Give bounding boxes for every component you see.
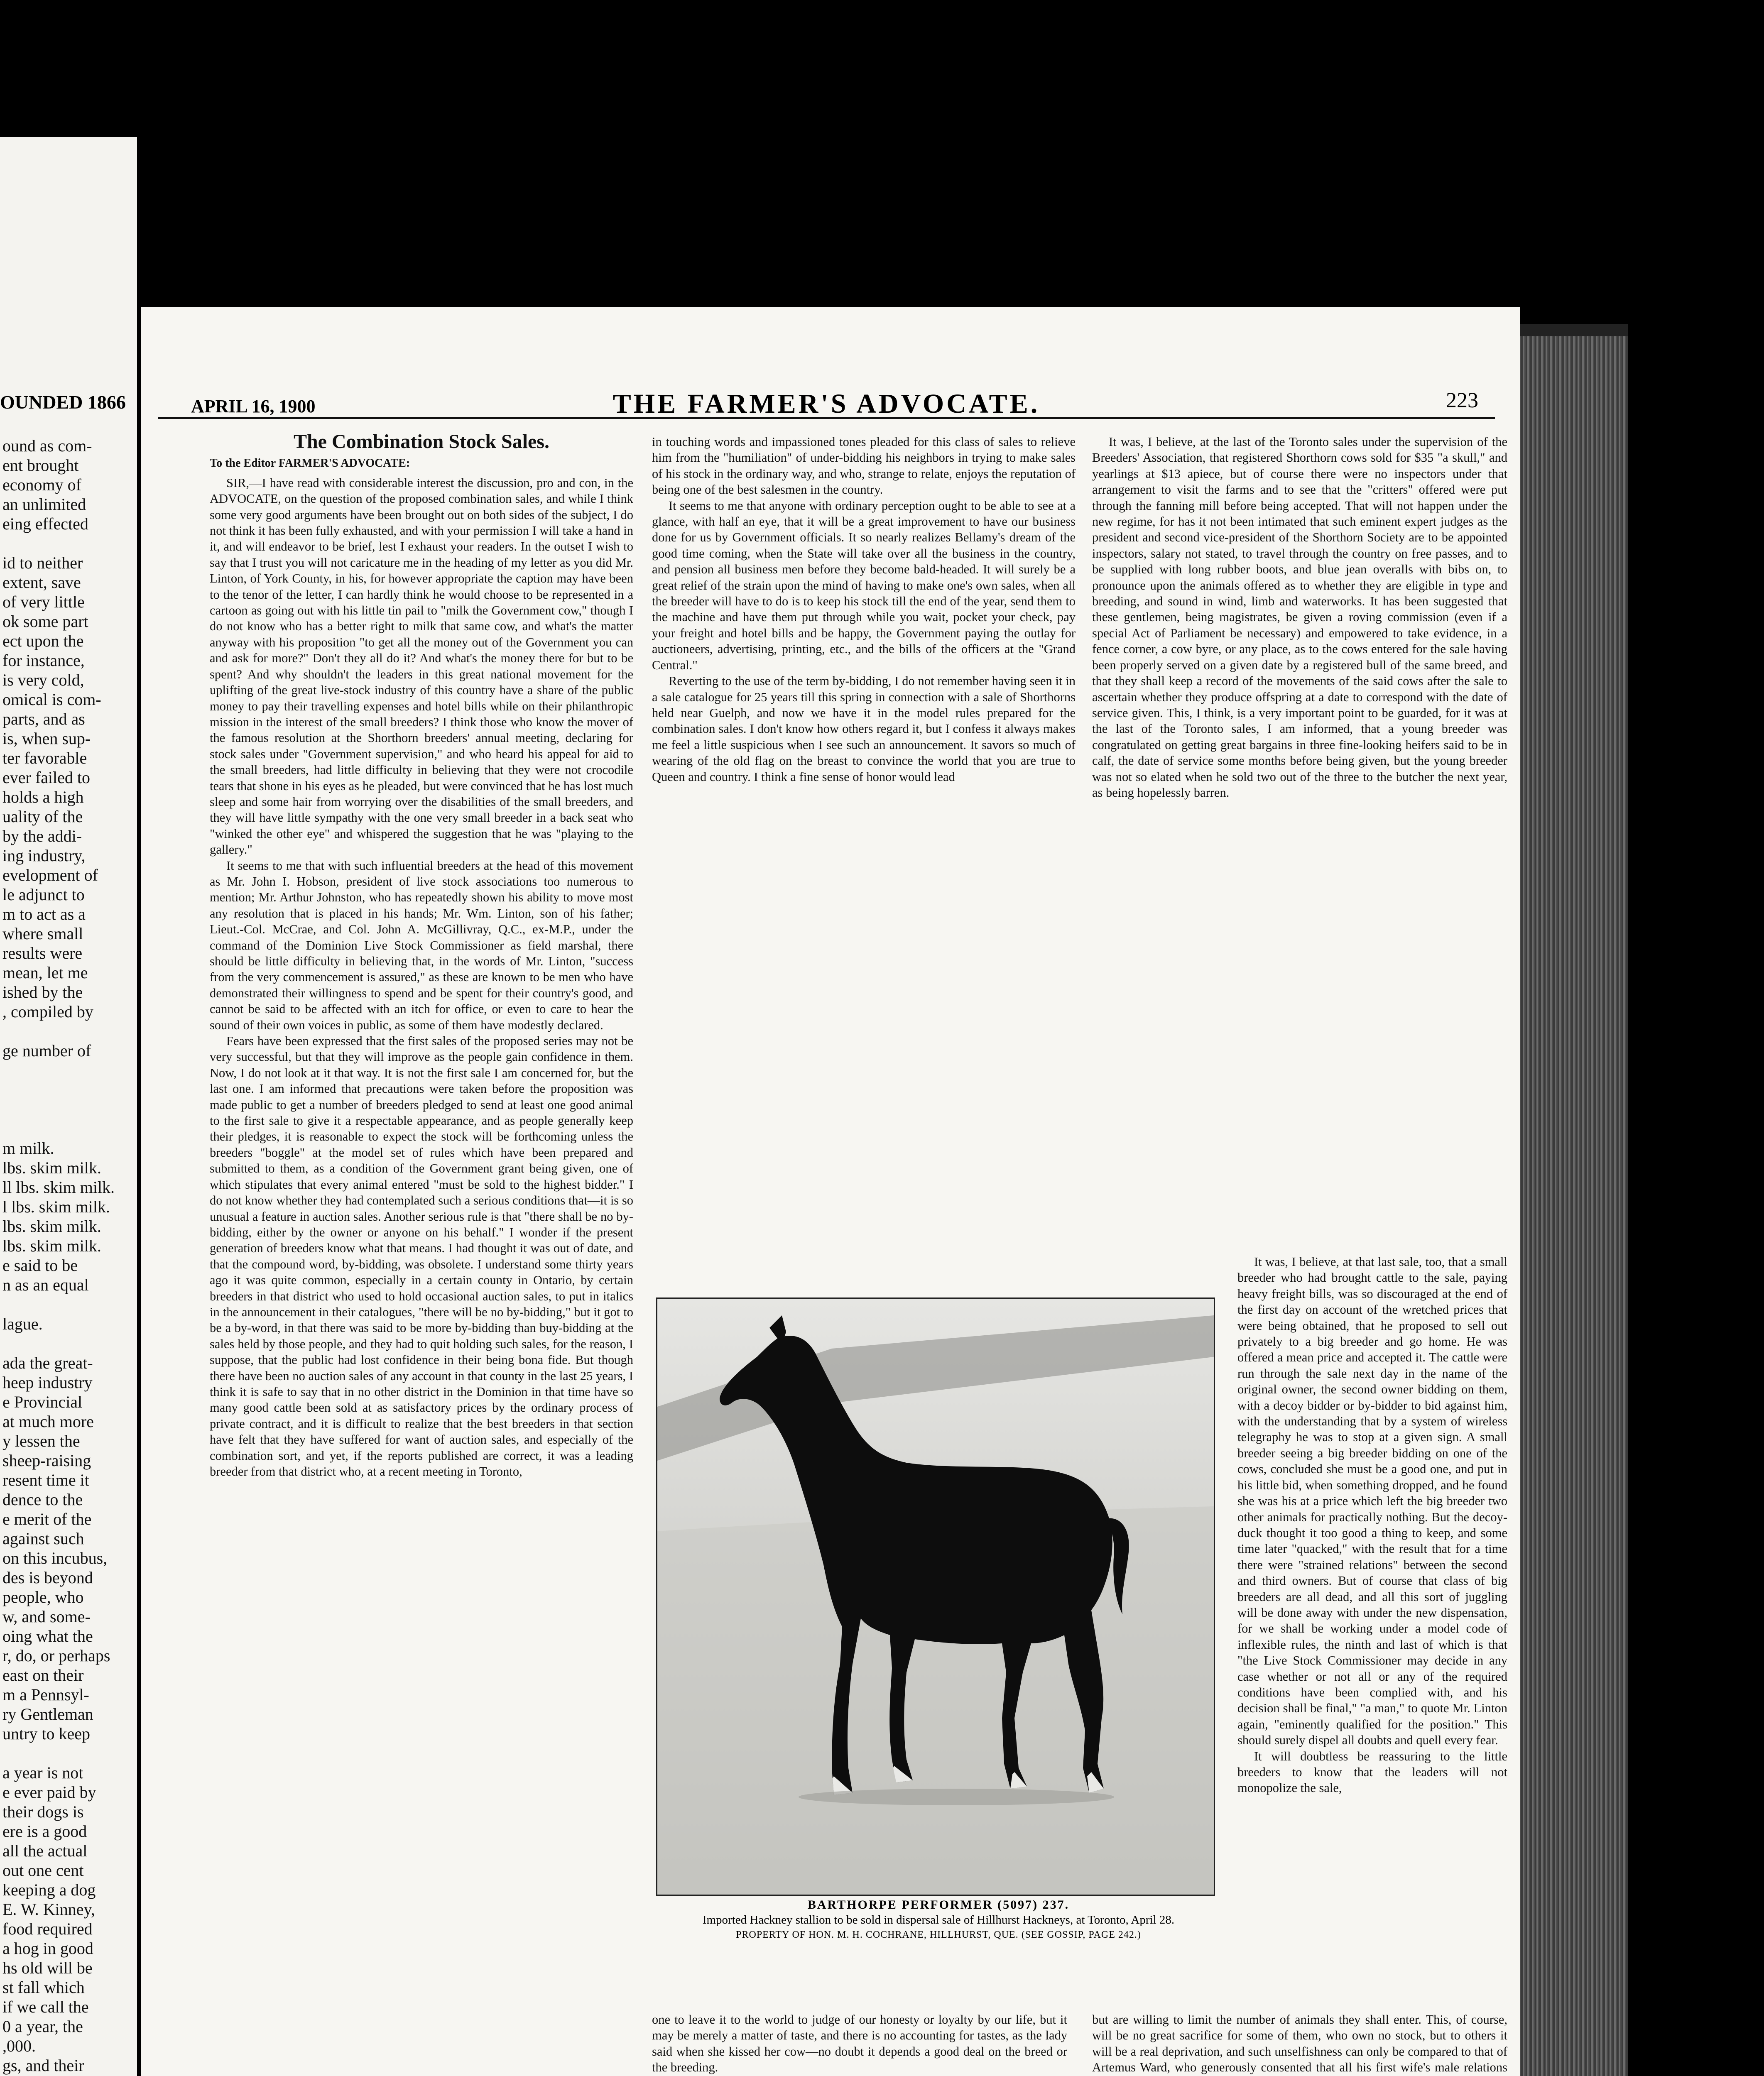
article-paragraph: It was, I believe, at the last of the Toronto sales under the supervision of the Breeders' Association, that registered Shorthorn cows sold for $35 "a skull," and yearlings at $13 apiece, but of course there were no inspectors under that arrangement to visit the farms and to see that the "critters" offered were put through the fanning mill before being accepted. That will not happen under the new regime, for has it not been intimated that such eminent expert judges as the president and second vice-president of the Shorthorn Society are to be appointed inspectors, salary not stated, to travel through the country on free passes, and to be supplied with long rubber boots, and blue jean overalls with bibs on, to pronounce upon the animals offered as to whether they are eligible in type and breeding, and sound in wind, limb and waterworks. It has been suggested that these gentlemen, being magistrates, be given a roving commission (even if a special Act of Parliament be necessary) and empowered to take evidence, in a fence corner, a cow byre, or any place, as to the cows entered for the sale having been properly served on a given date by a registered bull of the same breed, and that they shall keep a record of the movements of the said cows after the sale to ascertain whether they produce offspring at a date to correspond with the date of service given. This, I think, is a very important point to be guarded, for it was at the last of the Toronto sales, I am informed, that a young breeder was congratulated on getting great bargains in three fine-looking heifers said to be in calf, the date of service some months before being given, but the young breeder was not so elated when he sold two out of the three to the butcher the next year, as being hopelessly barren. <box>1092 435 1507 800</box>
previous-page-line: uality of the <box>2 807 83 826</box>
previous-page-line: e ever paid by <box>2 1783 96 1802</box>
previous-page-line: is very cold, <box>2 671 84 689</box>
previous-page-line: lbs. skim milk. <box>2 1236 101 1255</box>
previous-page-line: m a Pennsyl- <box>2 1685 89 1704</box>
previous-page-line <box>2 1334 135 1353</box>
previous-page-line: out one cent <box>2 1861 84 1880</box>
previous-page-line: ter favorable <box>2 749 87 767</box>
previous-page-line: ing industry, <box>2 846 86 865</box>
previous-page-line: lbs. skim milk. <box>2 1158 101 1177</box>
previous-page-line: for instance, <box>2 651 85 670</box>
previous-page-line: lbs. skim milk. <box>2 1217 101 1236</box>
horse-shadow <box>799 1789 1114 1805</box>
previous-page-text <box>2 436 135 2076</box>
previous-page-line: ll lbs. skim milk. <box>2 1178 115 1197</box>
previous-page-line: m milk. <box>2 1139 54 1158</box>
previous-page-line: le adjunct to <box>2 885 85 904</box>
book-edge <box>1507 324 1628 2076</box>
previous-page-line: w, and some- <box>2 1607 91 1626</box>
previous-page-line: holds a high <box>2 788 84 806</box>
horse-illustration <box>657 1299 1214 1895</box>
previous-page-line: by the addi- <box>2 827 82 845</box>
previous-page-line: ada the great- <box>2 1354 93 1372</box>
article-paragraph: but are willing to limit the number of animals they shall enter. This, of course, will be no great sacrifice for some of them, who own no stock, but to others it will be a real deprivation, and such unselfishness can only be compared to that of Artemus Ward, who generously consented that all his first wife's male relations <box>1092 2012 1507 2075</box>
previous-page-line: their dogs is <box>2 1802 84 1821</box>
previous-page-line: lague. <box>2 1315 43 1333</box>
previous-page-line: e Provincial <box>2 1393 83 1411</box>
previous-page-line: mean, let me <box>2 963 88 982</box>
article-salutation: To the Editor FARMER'S ADVOCATE: <box>210 457 410 470</box>
previous-page-line <box>2 1080 135 1099</box>
book-edge-top <box>1507 324 1628 336</box>
article-paragraph: It was, I believe, at that last sale, too, that a small breeder who had brought cattle to the sale, paying heavy freight bills, was so discouraged at the end of the first day on account of the wretched prices that were being obtained, that he proposed to sell out privately to a big breeder and go home. He was offered a mean price and accepted it. The cattle were run through the sale next day in the name of the original owner, the second owner bidding on them, with a decoy bidder or by-bidder to bid against him, with the understanding that by a system of wireless telegraphy he was to stop at a given sign. A small breeder seeing a big breeder bidding on one of the cows, concluded she must be a good one, and put in his little bid, when something dropped, and he found she was his at a price which left the big breeder two other animals for practically nothing. But the decoy-duck thought it too good a thing to keep, and some time later "quacked," with the result that for a time there were "strained relations" between the second and third owners. But of course that class of big breeders are all dead, and all this sort of juggling will be done away with under the new dispensation, for we shall be working under a model code of inflexible rules, the ninth and last of which is that "the Live Stock Commissioner may decide in any case whether or not all or any of the required conditions have been complied with, and his decision shall be final," "a man," to quote Mr. Linton again, "eminently qualified for the position." This should surely dispel all doubts and quell every fear. <box>1237 1255 1507 1748</box>
publication-title: THE FARMER'S ADVOCATE. <box>612 389 1040 419</box>
previous-page-line: ge number of <box>2 1041 91 1060</box>
issue-date: APRIL 16, 1900 <box>191 396 316 416</box>
previous-page-line: st fall which <box>2 1978 85 1997</box>
article-paragraph: SIR,—I have read with considerable interest the discussion, pro and con, in the ADVOCATE, on the question of the proposed combination sales, and while I think some very good arguments have been brought out on both sides of the subject, I do not think it has been fully exhausted, and with your permission I will take a hand in it, and will endeavor to be brief, lest I exhaust your readers. In the outset I wish to say that I trust you will not caricature me in the heading of my letter as you did Mr. Linton, of York County, in his, for however appropriate the caption may have been to the tenor of the letter, I can hardly think he would choose to be represented in a cartoon as going out with his little tin pail to "milk the Government cow," though I do not know who has a better right to milk that same cow, and what's the matter anyway with his proposition "to get all the money out of the Government you can and ask for more?" Don't they all do it? And what's the money there for but to be spent? And why shouldn't the leaders in this great national movement for the uplifting of the great live-stock industry of this country have a share of the public money to pay their travelling expenses and hotel bills while on their philanthropic mission in the interest of the small breeders? I think those who know the mover of the famous resolution at the Shorthorn breeders' annual meeting, declaring for stock sales under "Government supervision," and who heard his appeal for aid to the small breeders, had little difficulty in believing that they were not crocodile tears that shone in his eyes as he pleaded, but were convinced that he has lost much sleep and some hair from worrying over the disabilities of the small breeders, and they will have little sympathy with the one very small breeder in a back seat who "winked the other eye" and whispered the suggestion that he was "playing to the gallery." <box>210 475 633 857</box>
previous-page-line <box>2 1099 135 1119</box>
page-number: 223 <box>1446 389 1478 412</box>
previous-page-line: des is beyond <box>2 1568 93 1587</box>
previous-page-line: against such <box>2 1529 84 1548</box>
figure-caption <box>650 1897 1227 1942</box>
article-paragraph: It seems to me that anyone with ordinary perception ought to be able to see at a glance, with half an eye, that it will be a great improvement to have our business done for us by Government officials. It so nearly realizes Bellamy's dream of the good time coming, when the State will take over all the business in the country, and pension all business men before they become bald-headed. It will surely be a great relief of the strain upon the mind of having to make one's own sales, when all the breeder will have to do is to keep his stock till the end of the year, send them to the machine and have them put through while you wait, pocket your check, pay your freight and hotel bills and be happy, the Government paying the outlay for auctioneers, advertising, printing, etc., and the bills of the officers at the "Grand Central." <box>652 498 1076 672</box>
article-paragraph: Reverting to the use of the term by-bidding, I do not remember having seen it in a sale catalogue for 25 years till this spring in connection with a sale of Shorthorns held near Guelph, and now we have it in the model rules prepared for the combination sales. I don't know how others regard it, but I confess it always makes me feel a little suspicious when I see such an announcement. It savors so much of wearing of the old flag on the breast to convince the world that you are true to Queen and country. I think a fine sense of honor would lead <box>652 674 1076 784</box>
previous-page-line: keeping a dog <box>2 1880 96 1899</box>
previous-page-line: ,000. <box>2 2037 36 2055</box>
previous-page-line: E. W. Kinney, <box>2 1900 95 1919</box>
article-column-2-top <box>652 434 1076 785</box>
previous-page-line: dence to the <box>2 1490 83 1509</box>
previous-page-line: untry to keep <box>2 1724 91 1743</box>
article-paragraph: one to leave it to the world to judge of our honesty or loyalty by our life, but it may be merely a matter of taste, and there is no accounting for tastes, as the lady said when she kissed her cow—no doubt it depends a good deal on the breed or the breeding. <box>652 2012 1067 2075</box>
previous-page-line <box>2 1119 135 1138</box>
article-column-3-right <box>1237 1254 1507 1796</box>
previous-page-line <box>2 1743 135 1763</box>
previous-page-line: heep industry <box>2 1373 93 1392</box>
previous-page-line: is, when sup- <box>2 729 91 748</box>
figure-property-note: PROPERTY OF HON. M. H. COCHRANE, HILLHURST, QUE. (SEE GOSSIP, PAGE 242.) <box>736 1929 1141 1940</box>
article-column-3-top <box>1092 434 1507 801</box>
article-headline: The Combination Stock Sales. <box>293 431 550 453</box>
previous-page-line: at much more <box>2 1412 94 1431</box>
previous-page-line: , compiled by <box>2 1002 93 1021</box>
newspaper-page <box>141 307 1520 2076</box>
previous-page-line: e merit of the <box>2 1510 92 1528</box>
article-paragraph: It will doubtless be reassuring to the little breeders to know that the leaders will not monopolize the sale, <box>1237 1749 1507 1795</box>
previous-page-line: east on their <box>2 1666 84 1684</box>
previous-page-line: where small <box>2 924 83 943</box>
previous-page-line <box>2 1021 135 1041</box>
previous-page-line: m to act as a <box>2 905 86 923</box>
previous-page-line: parts, and as <box>2 710 85 728</box>
previous-page-line <box>2 1295 135 1314</box>
previous-page-line: sheep-raising <box>2 1451 91 1470</box>
previous-page-line: hs old will be <box>2 1958 93 1977</box>
previous-page-line: ry Gentleman <box>2 1705 93 1723</box>
previous-page-line: 0 a year, the <box>2 2017 83 2036</box>
previous-page-line: extent, save <box>2 573 81 592</box>
previous-page-line <box>2 534 135 553</box>
previous-page-line: gs, and their <box>2 2056 84 2075</box>
previous-page-line: eing effected <box>2 514 88 533</box>
previous-page-line: resent time it <box>2 1471 89 1489</box>
previous-page-line: ect upon the <box>2 632 84 650</box>
previous-page-line: a hog in good <box>2 1939 93 1958</box>
previous-page-line: r, do, or perhaps <box>2 1646 110 1665</box>
horse-photograph <box>656 1298 1215 1896</box>
previous-page-line: ever failed to <box>2 768 90 787</box>
previous-page-line: id to neither <box>2 553 83 572</box>
previous-page-line: an unlimited <box>2 495 86 514</box>
previous-page-line: of very little <box>2 592 85 611</box>
previous-page-line: if we call the <box>2 1998 89 2016</box>
previous-page-line: economy of <box>2 475 81 494</box>
previous-page-line: results were <box>2 944 83 962</box>
previous-page-line: people, who <box>2 1588 84 1606</box>
previous-page-line: omical is com- <box>2 690 101 709</box>
article-column-3-bottom <box>1092 2012 1507 2076</box>
previous-page-line: ok some part <box>2 612 88 631</box>
previous-page-line <box>2 1060 135 1080</box>
previous-page-line: ent brought <box>2 456 79 475</box>
previous-page-line: oing what the <box>2 1627 93 1645</box>
previous-page-header: OUNDED 1866 <box>0 392 126 413</box>
figure-subtitle: Imported Hackney stallion to be sold in dispersal sale of Hillhurst Hackneys, at Toronto, April 28. <box>702 1913 1175 1927</box>
figure-title: BARTHORPE PERFORMER (5097) 237. <box>807 1898 1070 1912</box>
article-paragraph: It seems to me that with such influential breeders at the head of this movement as Mr. John I. Hobson, president of live stock associations too numerous to mention; Mr. Arthur Johnston, who has repeatedly shown his ability to move most any resolution that is placed in his hands; Mr. Wm. Linton, son of his father; Lieut.-Col. McCrae, and Col. John A. McGillivray, Q.C., ex-M.P., under the command of the Dominion Live Stock Commissioner as field marshal, there should be little difficulty in believing that, in the words of Mr. Linton, "success from the very commencement is assured," as these are known to be men who have demonstrated their willingness to spend and be spent for their country's good, and cannot be said to be affected with an itch for office, or even to care to hear the sound of their own voices in public, as some of them have modestly declared. <box>210 858 633 1032</box>
masthead <box>158 388 1495 419</box>
article-paragraph: Fears have been expressed that the first sales of the proposed series may not be very successful, but that they will improve as the people gain confidence in them. Now, I do not look at it that way. It is not the first sale I am concerned for, but the last one. I am informed that precautions were taken before the proposition was made public to get a number of breeders pledged to send at least one good animal to the first sale to give it a respectable appearance, and as people generally keep their pledges, it is reasonable to expect the stock will be forthcoming unless the breeders "boggle" at the model set of rules which have been prepared and submitted to them, as a condition of the Government grant being given, one of which stipulates that every animal entered "must be sold to the highest bidder." I do not know whether they had contemplated such a serious conditions that—it is so unusual a feature in auction sales. Another serious rule is that "there shall be no by-bidding, either by the owner or anyone on his behalf." I wonder if the present generation of breeders know what that means. I had thought it was out of date, and that the compound word, by-bidding, was obsolete. I understand some thirty years ago it was quite common, especially in a certain county in Ontario, by certain breeders in that district who used to hold occasional auction sales, to put in italics in the announcement in their catalogues, "there will be no by-bidding," but it got to be a by-word, in that there was said to be more by-bidding than buy-bidding at the sales held by those people, and they had to quit holding such sales, for the reason, I suppose, that the public had lost confidence in their being bona fide. But though there have been no auction sales of any account in that county in the last 25 years, I think it is safe to say that in no other district in the Dominion in that time have so many good cattle been sold at as satisfactory prices by the ordinary process of private contract, and it is difficult to realize that the best breeders in that section have felt that they have suffered for want of auction sales, and especially of the combination sort, and yet, if the reports published are correct, it was a leading breeder from that district who, at a recent meeting in Toronto, <box>210 1034 633 1479</box>
article-column-1 <box>210 431 633 1479</box>
previous-page-line: e said to be <box>2 1256 78 1275</box>
previous-page-line: ished by the <box>2 983 83 1001</box>
article-column-2-bottom <box>652 2012 1067 2076</box>
previous-page-line: evelopment of <box>2 866 98 884</box>
previous-page-line: l lbs. skim milk. <box>2 1197 110 1216</box>
article-paragraph: in touching words and impassioned tones pleaded for this class of sales to relieve him from the "humiliation" of under-bidding his neighbors in trying to make sales of his stock in the ordinary way, and who, strange to relate, enjoys the reputation of being one of the best salesmen in the country. <box>652 435 1076 497</box>
previous-page-line: all the actual <box>2 1841 88 1860</box>
previous-page-strip <box>0 137 137 2076</box>
previous-page-line: n as an equal <box>2 1275 89 1294</box>
previous-page-line: y lessen the <box>2 1432 80 1450</box>
previous-page-line: on this incubus, <box>2 1549 108 1567</box>
previous-page-line: ound as com- <box>2 436 92 455</box>
previous-page-line: ere is a good <box>2 1822 87 1841</box>
previous-page-line: food required <box>2 1919 93 1938</box>
previous-page-line: a year is not <box>2 1763 83 1782</box>
